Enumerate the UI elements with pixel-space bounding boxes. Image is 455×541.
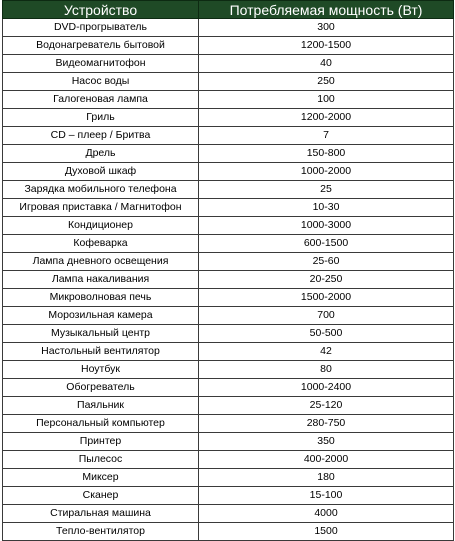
table-row bbox=[3, 451, 454, 469]
table-row bbox=[3, 325, 454, 343]
power-cell: 1000-2000 bbox=[199, 163, 454, 181]
device-cell: Гриль bbox=[3, 109, 199, 127]
table-row bbox=[3, 343, 454, 361]
power-cell: 280-750 bbox=[199, 415, 454, 433]
device-cell: Пылесос bbox=[3, 451, 199, 469]
device-cell: Ноутбук bbox=[3, 361, 199, 379]
device-cell: Паяльник bbox=[3, 397, 199, 415]
power-cell: 10-30 bbox=[199, 199, 454, 217]
power-cell: 42 bbox=[199, 343, 454, 361]
device-cell: Музыкальный центр bbox=[3, 325, 199, 343]
device-cell: Насос воды bbox=[3, 73, 199, 91]
device-cell: Зарядка мобильного телефона bbox=[3, 181, 199, 199]
table-row bbox=[3, 487, 454, 505]
device-cell: Видеомагнитофон bbox=[3, 55, 199, 73]
device-cell: DVD-прогрыватель bbox=[3, 19, 199, 37]
device-cell: Кондиционер bbox=[3, 217, 199, 235]
power-cell: 50-500 bbox=[199, 325, 454, 343]
power-cell: 1500 bbox=[199, 523, 454, 541]
power-cell: 7 bbox=[199, 127, 454, 145]
device-cell: Миксер bbox=[3, 469, 199, 487]
power-cell: 15-100 bbox=[199, 487, 454, 505]
power-cell: 350 bbox=[199, 433, 454, 451]
table-row bbox=[3, 91, 454, 109]
device-cell: Галогеновая лампа bbox=[3, 91, 199, 109]
table-row bbox=[3, 397, 454, 415]
table-row bbox=[3, 19, 454, 37]
device-cell: Стиральная машина bbox=[3, 505, 199, 523]
power-cell: 300 bbox=[199, 19, 454, 37]
table-row bbox=[3, 235, 454, 253]
table-row bbox=[3, 127, 454, 145]
device-cell: Настольный вентилятор bbox=[3, 343, 199, 361]
device-cell: Кофеварка bbox=[3, 235, 199, 253]
table-body bbox=[3, 19, 454, 541]
power-cell: 100 bbox=[199, 91, 454, 109]
table-row bbox=[3, 109, 454, 127]
table-row bbox=[3, 181, 454, 199]
device-cell: Игровая приставка / Магнитофон bbox=[3, 199, 199, 217]
device-cell: Лампа дневного освещения bbox=[3, 253, 199, 271]
table-row bbox=[3, 145, 454, 163]
power-cell: 80 bbox=[199, 361, 454, 379]
power-cell: 1200-2000 bbox=[199, 109, 454, 127]
table-row bbox=[3, 379, 454, 397]
table-row bbox=[3, 199, 454, 217]
power-cell: 180 bbox=[199, 469, 454, 487]
header-device: Устройство bbox=[3, 1, 199, 19]
table-row bbox=[3, 361, 454, 379]
power-cell: 250 bbox=[199, 73, 454, 91]
power-cell: 400-2000 bbox=[199, 451, 454, 469]
header-power: Потребляемая мощность (Вт) bbox=[199, 1, 454, 19]
power-cell: 40 bbox=[199, 55, 454, 73]
power-consumption-table bbox=[2, 0, 454, 541]
table-row bbox=[3, 505, 454, 523]
power-cell: 1500-2000 bbox=[199, 289, 454, 307]
table-row bbox=[3, 55, 454, 73]
power-cell: 150-800 bbox=[199, 145, 454, 163]
power-cell: 25-120 bbox=[199, 397, 454, 415]
power-cell: 25-60 bbox=[199, 253, 454, 271]
device-cell: Лампа накаливания bbox=[3, 271, 199, 289]
device-cell: Обогреватель bbox=[3, 379, 199, 397]
device-cell: Тепло-вентилятор bbox=[3, 523, 199, 541]
table-row bbox=[3, 271, 454, 289]
power-cell: 1200-1500 bbox=[199, 37, 454, 55]
table-row bbox=[3, 289, 454, 307]
device-cell: CD – плеер / Бритва bbox=[3, 127, 199, 145]
power-cell: 4000 bbox=[199, 505, 454, 523]
table-row bbox=[3, 217, 454, 235]
device-cell: Персональный компьютер bbox=[3, 415, 199, 433]
table-row bbox=[3, 415, 454, 433]
device-cell: Микроволновая печь bbox=[3, 289, 199, 307]
table-row bbox=[3, 469, 454, 487]
power-cell: 1000-2400 bbox=[199, 379, 454, 397]
device-cell: Морозильная камера bbox=[3, 307, 199, 325]
device-cell: Принтер bbox=[3, 433, 199, 451]
device-cell: Водонагреватель бытовой bbox=[3, 37, 199, 55]
power-cell: 25 bbox=[199, 181, 454, 199]
table-row bbox=[3, 37, 454, 55]
table-row bbox=[3, 163, 454, 181]
device-cell: Духовой шкаф bbox=[3, 163, 199, 181]
header-row bbox=[3, 1, 454, 19]
power-cell: 700 bbox=[199, 307, 454, 325]
table-row bbox=[3, 433, 454, 451]
device-cell: Дрель bbox=[3, 145, 199, 163]
table-row bbox=[3, 523, 454, 541]
device-cell: Сканер bbox=[3, 487, 199, 505]
power-cell: 600-1500 bbox=[199, 235, 454, 253]
table-row bbox=[3, 73, 454, 91]
table-row bbox=[3, 253, 454, 271]
power-cell: 1000-3000 bbox=[199, 217, 454, 235]
power-cell: 20-250 bbox=[199, 271, 454, 289]
table-row bbox=[3, 307, 454, 325]
